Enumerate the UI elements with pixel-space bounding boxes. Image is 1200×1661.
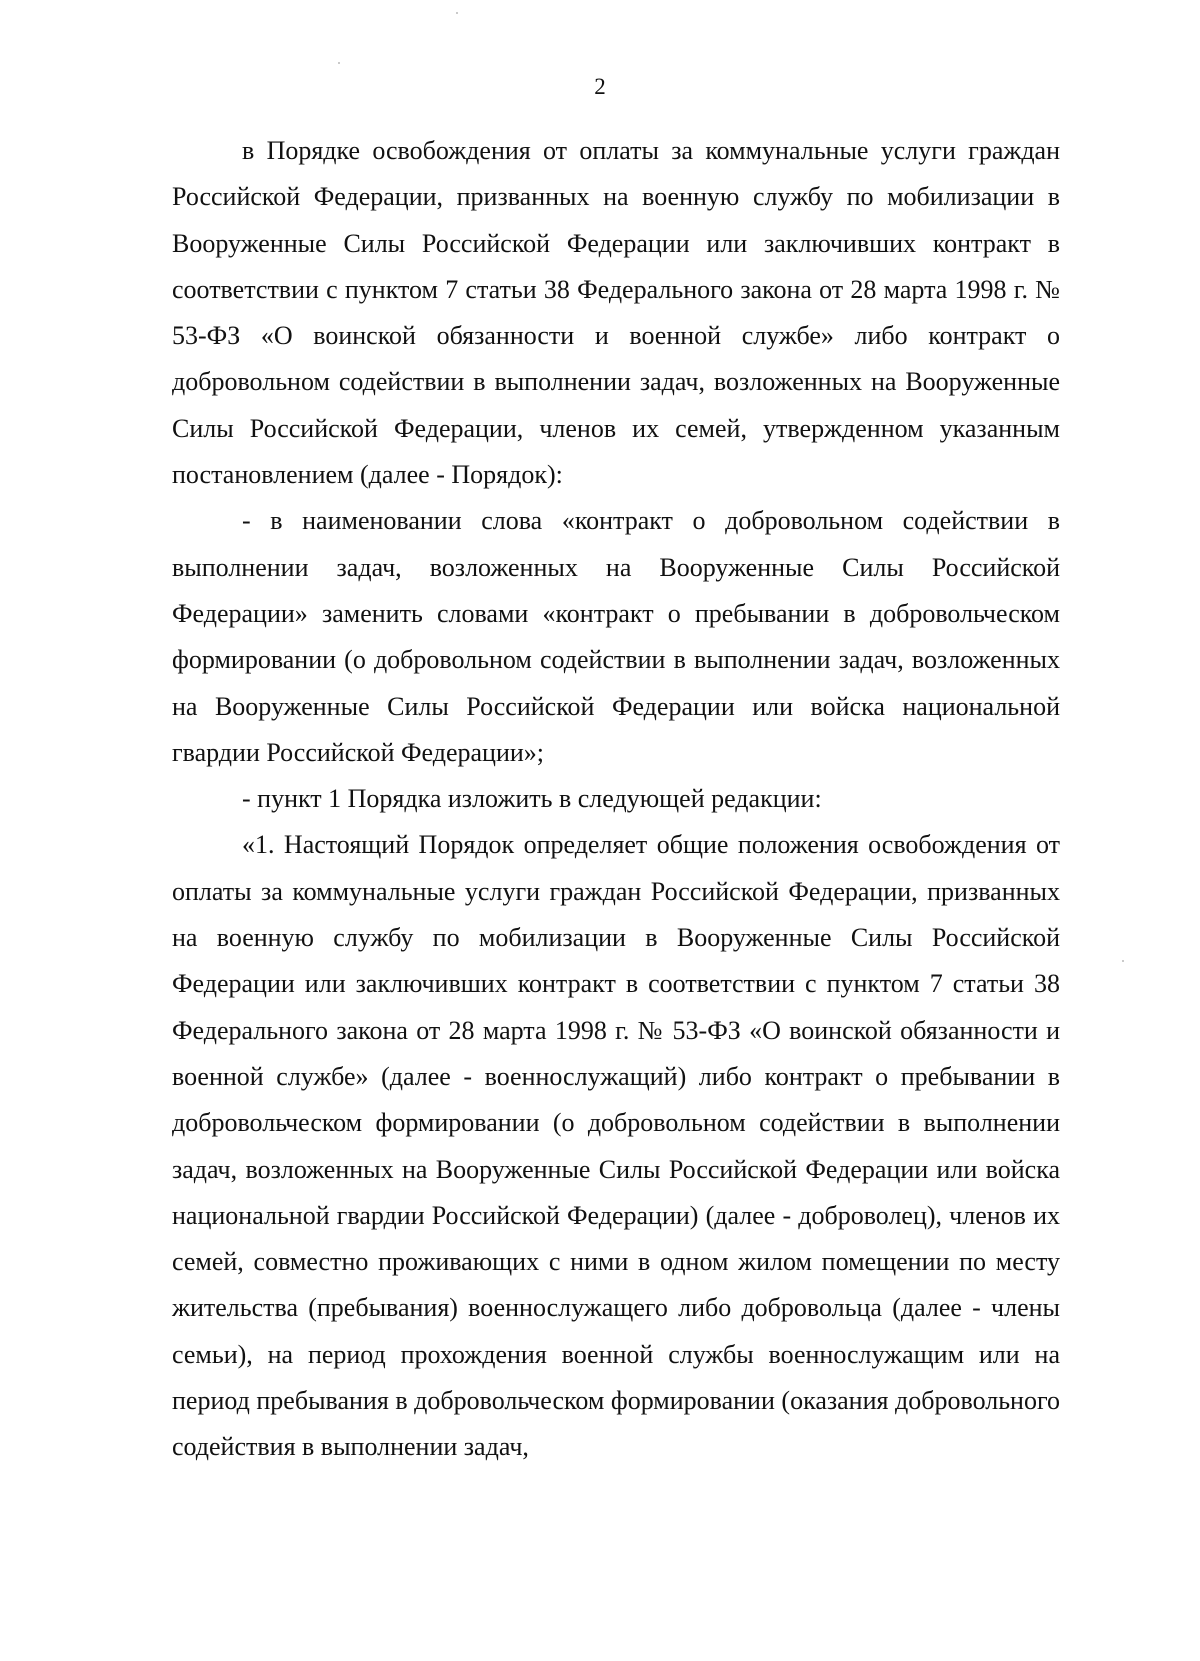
paragraph-title-amendment: - в наименовании слова «контракт о добровольном содействии в выполнении задач, возложенных на Вооруженные Силы Российской Федерации» заменить словами «контракт о пребывании в добровольческом формировании (о добровольном содействии в выполнении задач, возложенных на Вооруженные Силы Российской Федерации или войска национальной гвардии Российской Федерации»; (172, 506, 1060, 767)
document-body (172, 128, 1060, 1471)
scan-speck (456, 12, 458, 14)
scan-speck (1122, 960, 1124, 962)
page-number: 2 (594, 74, 606, 99)
scan-speck (338, 62, 340, 64)
paragraph-procedure-intro: в Порядке освобождения от оплаты за коммунальные услуги граждан Российской Федерации, призванных на военную службу по мобилизации в Вооруженные Силы Российской Федерации или заключивших контракт в соответствии с пунктом 7 статьи 38 Федерального закона от 28 марта 1998 г. № 53-ФЗ «О воинской обязанности и военной службе» либо контракт о добровольном содействии в выполнении задач, возложенных на Вооруженные Силы Российской Федерации, членов их семей, утвержденном указанным постановлением (далее - Порядок): (172, 136, 1060, 490)
paragraph-clause-1-text: «1. Настоящий Порядок определяет общие положения освобождения от оплаты за коммунальные услуги граждан Российской Федерации, призванных на военную службу по мобилизации в Вооруженные Силы Российской Федерации или заключивших контракт в соответствии с пунктом 7 статьи 38 Федерального закона от 28 марта 1998 г. № 53-ФЗ «О воинской обязанности и военной службе» (далее - военнослужащий) либо контракт о пребывании в добровольческом формировании (о добровольном содействии в выполнении задач, возложенных на Вооруженные Силы Российской Федерации или войска национальной гвардии Российской Федерации) (далее - доброволец), членов их семей, совместно проживающих с ними в одном жилом помещении по месту жительства (пребывания) военнослужащего либо добровольца (далее - члены семьи), на период прохождения военной службы военнослужащим или на период пребывания в добровольческом формировании (оказания добровольного содействия в выполнении задач, (172, 830, 1060, 1462)
paragraph-clause-1-instruction: - пункт 1 Порядка изложить в следующей редакции: (242, 784, 822, 814)
